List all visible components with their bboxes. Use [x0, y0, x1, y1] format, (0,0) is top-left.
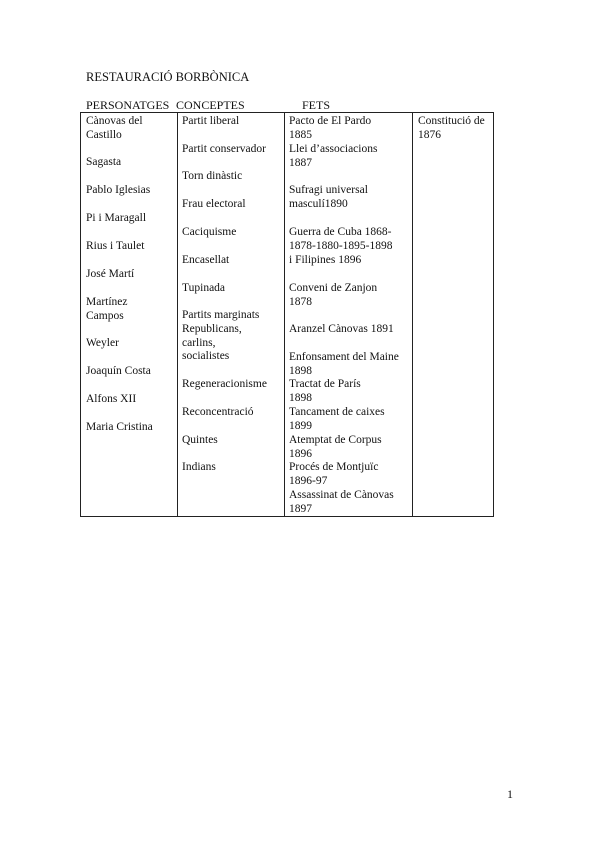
page-number: 1 [507, 787, 513, 801]
list-item: Sufragi universal masculí1890 [289, 184, 368, 210]
page-title: RESTAURACIÓ BORBÒNICA [86, 70, 250, 84]
list-item: Reconcentració [182, 406, 254, 418]
list-item: Enfonsament del Maine 1898 [289, 351, 399, 377]
list-item: Assassinat de Cànovas 1897 [289, 489, 394, 515]
list-item: Sagasta [86, 156, 122, 168]
header-personatges: PERSONATGES [86, 98, 170, 112]
list-item: Torn dinàstic [182, 170, 243, 182]
list-item: Atemptat de Corpus 1896 [289, 434, 382, 460]
column-divider [284, 113, 285, 516]
list-item: Pablo Iglesias [86, 184, 151, 196]
list-item: Partit liberal [182, 115, 240, 127]
list-item: i Filipines 1896 [289, 254, 362, 266]
list-item: Partits marginats Republicans, carlins, socialistes [182, 309, 260, 363]
list-item: Llei d’associacions 1887 [289, 143, 378, 169]
list-item: Partit conservador [182, 143, 266, 155]
list-item: Quintes [182, 434, 218, 446]
list-item: Frau electoral [182, 198, 246, 210]
list-item: Aranzel Cànovas 1891 [289, 323, 394, 335]
header-fets: FETS [302, 98, 331, 112]
list-item: Tractat de París 1898 [289, 378, 361, 404]
list-item: Weyler [86, 337, 119, 349]
list-item: Pacto de El Pardo 1885 [289, 115, 372, 141]
list-item: Cànovas del Castillo [86, 115, 143, 141]
column-divider [412, 113, 413, 516]
list-item: Indians [182, 461, 216, 473]
list-item: Tancament de caixes 1899 [289, 406, 385, 432]
list-item: Procés de Montjuïc 1896-97 [289, 461, 379, 487]
list-item: Martínez Campos [86, 296, 128, 322]
list-item: Joaquín Costa [86, 365, 151, 377]
list-item: Guerra de Cuba 1868- 1878-1880-1895-1898 [289, 226, 393, 252]
column-divider [177, 113, 178, 516]
list-item: Conveni de Zanjon 1878 [289, 282, 378, 308]
list-item: Tupinada [182, 282, 226, 294]
list-item: Regeneracionisme [182, 378, 267, 390]
list-item: Rius i Taulet [86, 240, 145, 252]
header-conceptes: CONCEPTES [176, 98, 245, 112]
list-item: Constitució de 1876 [418, 115, 485, 141]
list-item: Maria Cristina [86, 421, 153, 433]
list-item: Pi i Maragall [86, 212, 147, 224]
content-table [80, 112, 494, 517]
list-item: José Martí [86, 268, 135, 280]
list-item: Caciquisme [182, 226, 237, 238]
list-item: Encasellat [182, 254, 230, 266]
list-item: Alfons XII [86, 393, 137, 405]
